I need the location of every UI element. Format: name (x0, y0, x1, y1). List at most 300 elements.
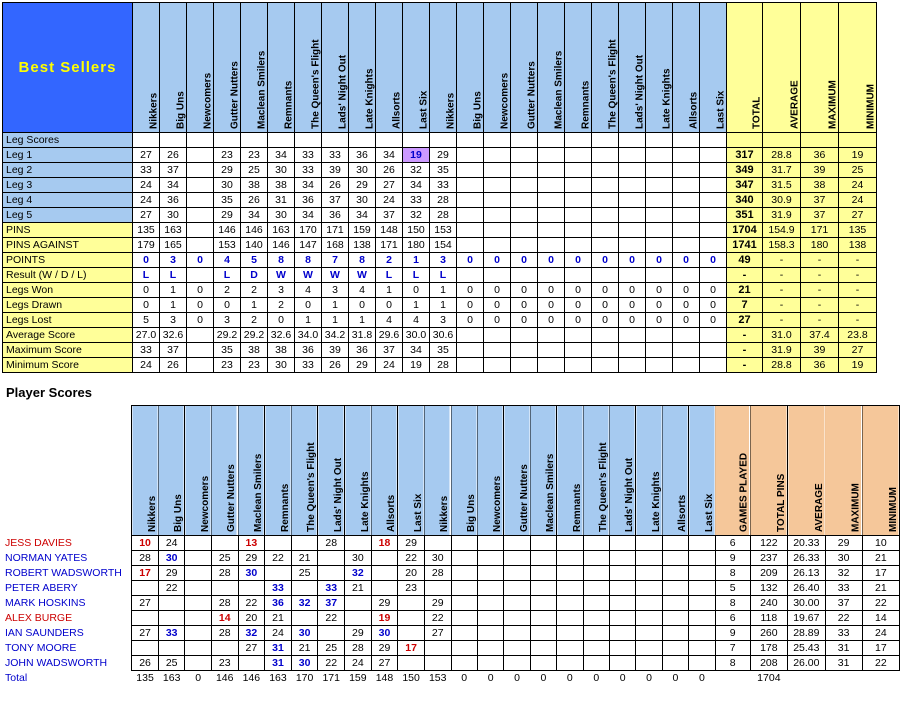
data-cell[interactable]: 33 (403, 193, 430, 208)
data-cell[interactable]: 0 (538, 283, 565, 298)
summary-cell-maximum[interactable]: - (801, 313, 839, 328)
data-cell[interactable] (565, 328, 592, 343)
player-score-cell[interactable] (398, 656, 425, 671)
data-cell[interactable]: 39 (322, 163, 349, 178)
player-score-cell[interactable] (530, 566, 556, 581)
data-cell[interactable] (700, 178, 727, 193)
data-cell[interactable] (484, 163, 511, 178)
data-cell[interactable]: 8 (268, 253, 295, 268)
player-summary-maximum[interactable]: 37 (825, 596, 862, 611)
player-score-cell[interactable] (689, 641, 715, 656)
player-score-cell[interactable] (185, 566, 211, 581)
summary-cell-minimum[interactable]: 27 (839, 208, 877, 223)
data-cell[interactable]: 1 (376, 283, 403, 298)
player-score-cell[interactable] (185, 611, 211, 626)
data-cell[interactable]: 27.0 (133, 328, 160, 343)
player-score-cell[interactable] (530, 656, 556, 671)
data-cell[interactable]: 34.2 (322, 328, 349, 343)
player-score-cell[interactable]: 32 (238, 626, 265, 641)
data-cell[interactable]: 27 (376, 178, 403, 193)
summary-cell-average[interactable]: 31.9 (763, 343, 801, 358)
player-score-cell[interactable] (689, 581, 715, 596)
empty-cell[interactable] (801, 133, 839, 148)
summary-cell-minimum[interactable]: - (839, 283, 877, 298)
player-score-cell[interactable]: 29 (158, 566, 185, 581)
player-summary-pins[interactable]: 208 (750, 656, 787, 671)
data-cell[interactable]: 30 (349, 163, 376, 178)
data-cell[interactable]: 29 (349, 178, 376, 193)
player-score-cell[interactable] (504, 656, 530, 671)
data-cell[interactable] (565, 163, 592, 178)
data-cell[interactable] (619, 343, 646, 358)
player-summary-minimum[interactable]: 22 (862, 596, 899, 611)
data-cell[interactable] (673, 343, 700, 358)
data-cell[interactable]: 0 (484, 283, 511, 298)
player-score-cell[interactable] (451, 656, 477, 671)
player-score-cell[interactable] (398, 626, 425, 641)
empty-cell[interactable] (592, 133, 619, 148)
data-cell[interactable]: 3 (160, 253, 187, 268)
data-cell[interactable]: 163 (268, 223, 295, 238)
empty-cell[interactable] (241, 133, 268, 148)
data-cell[interactable] (484, 193, 511, 208)
player-score-cell[interactable] (185, 626, 211, 641)
data-cell[interactable]: 4 (349, 283, 376, 298)
player-summary-average[interactable]: 26.33 (788, 551, 826, 566)
player-score-cell[interactable]: 24 (265, 626, 292, 641)
player-score-cell[interactable]: 19 (371, 611, 398, 626)
player-summary-average[interactable]: 25.43 (788, 641, 826, 656)
data-cell[interactable] (646, 208, 673, 223)
data-cell[interactable]: 29 (214, 163, 241, 178)
player-score-cell[interactable] (477, 596, 503, 611)
player-score-cell[interactable] (398, 596, 425, 611)
data-cell[interactable] (673, 148, 700, 163)
data-cell[interactable]: 27 (133, 208, 160, 223)
data-cell[interactable]: 2 (268, 298, 295, 313)
player-score-cell[interactable]: 33 (318, 581, 345, 596)
summary-cell-maximum[interactable]: 36 (801, 148, 839, 163)
data-cell[interactable] (511, 193, 538, 208)
player-score-cell[interactable] (662, 596, 688, 611)
data-cell[interactable]: 8 (295, 253, 322, 268)
data-cell[interactable] (457, 238, 484, 253)
player-score-cell[interactable]: 30 (291, 626, 318, 641)
player-score-cell[interactable]: 17 (398, 641, 425, 656)
player-score-cell[interactable] (477, 611, 503, 626)
player-score-cell[interactable] (451, 536, 477, 551)
empty-cell[interactable] (160, 133, 187, 148)
summary-cell-maximum[interactable]: 39 (801, 163, 839, 178)
data-cell[interactable]: W (295, 268, 322, 283)
data-cell[interactable]: 0 (646, 313, 673, 328)
data-cell[interactable]: 30 (349, 193, 376, 208)
data-cell[interactable]: 146 (214, 223, 241, 238)
player-score-cell[interactable]: 32 (291, 596, 318, 611)
data-cell[interactable]: 32 (403, 163, 430, 178)
player-score-cell[interactable] (132, 611, 159, 626)
summary-cell-minimum[interactable]: 27 (839, 343, 877, 358)
player-score-cell[interactable] (530, 611, 556, 626)
player-score-cell[interactable] (211, 536, 238, 551)
data-cell[interactable] (538, 358, 565, 373)
data-cell[interactable]: 38 (241, 178, 268, 193)
player-score-cell[interactable] (662, 626, 688, 641)
data-cell[interactable]: 1 (160, 298, 187, 313)
data-cell[interactable]: 24 (376, 358, 403, 373)
player-score-cell[interactable] (530, 641, 556, 656)
data-cell[interactable] (187, 328, 214, 343)
summary-cell-minimum[interactable]: 138 (839, 238, 877, 253)
player-score-cell[interactable] (689, 551, 715, 566)
data-cell[interactable]: 1 (430, 283, 457, 298)
player-summary-pins[interactable]: 209 (750, 566, 787, 581)
data-cell[interactable]: 0 (619, 313, 646, 328)
data-cell[interactable]: 165 (160, 238, 187, 253)
player-score-cell[interactable] (689, 656, 715, 671)
empty-cell[interactable] (322, 133, 349, 148)
data-cell[interactable] (187, 208, 214, 223)
data-cell[interactable]: 1 (349, 313, 376, 328)
data-cell[interactable]: 24 (133, 178, 160, 193)
data-cell[interactable] (646, 328, 673, 343)
data-cell[interactable] (565, 238, 592, 253)
data-cell[interactable] (700, 148, 727, 163)
data-cell[interactable]: 35 (430, 343, 457, 358)
player-score-cell[interactable] (477, 536, 503, 551)
data-cell[interactable] (511, 178, 538, 193)
data-cell[interactable]: 30 (268, 358, 295, 373)
data-cell[interactable] (457, 193, 484, 208)
player-score-cell[interactable]: 13 (238, 536, 265, 551)
player-name[interactable]: JOHN WADSWORTH (2, 656, 132, 671)
player-summary-maximum[interactable]: 29 (825, 536, 862, 551)
data-cell[interactable]: 163 (160, 223, 187, 238)
data-cell[interactable] (457, 148, 484, 163)
data-cell[interactable]: 0 (673, 313, 700, 328)
player-score-cell[interactable]: 36 (265, 596, 292, 611)
summary-cell-minimum[interactable]: 25 (839, 163, 877, 178)
data-cell[interactable] (592, 358, 619, 373)
data-cell[interactable]: 3 (268, 283, 295, 298)
player-score-cell[interactable] (477, 566, 503, 581)
player-score-cell[interactable] (609, 611, 635, 626)
empty-cell[interactable] (214, 133, 241, 148)
data-cell[interactable] (646, 358, 673, 373)
data-cell[interactable]: 29 (430, 148, 457, 163)
player-score-cell[interactable] (451, 566, 477, 581)
player-score-cell[interactable]: 29 (424, 596, 451, 611)
data-cell[interactable] (619, 238, 646, 253)
data-cell[interactable]: 39 (322, 343, 349, 358)
player-summary-average[interactable]: 20.33 (788, 536, 826, 551)
player-score-cell[interactable]: 28 (318, 536, 345, 551)
data-cell[interactable]: 37 (160, 343, 187, 358)
data-cell[interactable] (619, 268, 646, 283)
data-cell[interactable]: 33 (430, 178, 457, 193)
data-cell[interactable]: W (322, 268, 349, 283)
player-name[interactable]: TONY MOORE (2, 641, 132, 656)
summary-cell-total[interactable]: 1741 (727, 238, 763, 253)
player-summary-pins[interactable]: 260 (750, 626, 787, 641)
data-cell[interactable] (457, 328, 484, 343)
data-cell[interactable]: 27 (133, 148, 160, 163)
player-score-cell[interactable] (689, 596, 715, 611)
player-score-cell[interactable] (477, 551, 503, 566)
data-cell[interactable]: 35 (214, 343, 241, 358)
empty-cell[interactable] (430, 133, 457, 148)
player-score-cell[interactable] (609, 596, 635, 611)
summary-cell-total[interactable]: 340 (727, 193, 763, 208)
data-cell[interactable]: 150 (403, 223, 430, 238)
player-score-cell[interactable] (557, 611, 583, 626)
data-cell[interactable]: 28 (430, 193, 457, 208)
player-name[interactable]: ALEX BURGE (2, 611, 132, 626)
data-cell[interactable]: 23 (214, 358, 241, 373)
data-cell[interactable]: 30 (160, 208, 187, 223)
player-score-cell[interactable] (424, 641, 451, 656)
player-summary-pins[interactable]: 237 (750, 551, 787, 566)
data-cell[interactable]: 1 (160, 283, 187, 298)
data-cell[interactable]: 31 (268, 193, 295, 208)
player-score-cell[interactable]: 27 (238, 641, 265, 656)
summary-cell-minimum[interactable]: - (839, 253, 877, 268)
data-cell[interactable] (538, 163, 565, 178)
player-score-cell[interactable]: 21 (291, 641, 318, 656)
player-summary-games[interactable]: 6 (715, 611, 750, 626)
player-score-cell[interactable] (583, 566, 609, 581)
data-cell[interactable] (619, 223, 646, 238)
data-cell[interactable]: 0 (565, 313, 592, 328)
data-cell[interactable]: 34 (295, 208, 322, 223)
summary-cell-average[interactable]: 30.9 (763, 193, 801, 208)
summary-cell-maximum[interactable]: 36 (801, 358, 839, 373)
data-cell[interactable] (187, 358, 214, 373)
summary-cell-minimum[interactable]: 19 (839, 358, 877, 373)
data-cell[interactable]: 34 (403, 178, 430, 193)
data-cell[interactable] (484, 358, 511, 373)
summary-cell-average[interactable]: - (763, 283, 801, 298)
player-score-cell[interactable] (424, 656, 451, 671)
data-cell[interactable] (673, 208, 700, 223)
data-cell[interactable] (511, 343, 538, 358)
data-cell[interactable]: 24 (133, 358, 160, 373)
data-cell[interactable] (565, 268, 592, 283)
player-score-cell[interactable]: 30 (291, 656, 318, 671)
player-score-cell[interactable] (557, 626, 583, 641)
player-score-cell[interactable] (185, 551, 211, 566)
data-cell[interactable]: 171 (376, 238, 403, 253)
data-cell[interactable] (673, 163, 700, 178)
summary-cell-minimum[interactable]: 19 (839, 148, 877, 163)
data-cell[interactable]: 135 (133, 223, 160, 238)
data-cell[interactable] (187, 238, 214, 253)
data-cell[interactable] (565, 358, 592, 373)
data-cell[interactable]: 37 (160, 163, 187, 178)
data-cell[interactable] (538, 343, 565, 358)
data-cell[interactable] (511, 268, 538, 283)
player-score-cell[interactable]: 28 (132, 551, 159, 566)
data-cell[interactable] (187, 178, 214, 193)
data-cell[interactable] (673, 223, 700, 238)
player-score-cell[interactable] (477, 656, 503, 671)
data-cell[interactable] (511, 328, 538, 343)
data-cell[interactable]: 1 (322, 298, 349, 313)
player-summary-games[interactable]: 5 (715, 581, 750, 596)
data-cell[interactable]: 0 (700, 253, 727, 268)
data-cell[interactable]: 2 (376, 253, 403, 268)
data-cell[interactable]: W (349, 268, 376, 283)
data-cell[interactable] (700, 163, 727, 178)
data-cell[interactable]: 38 (241, 343, 268, 358)
player-score-cell[interactable] (318, 566, 345, 581)
summary-cell-maximum[interactable]: - (801, 268, 839, 283)
player-score-cell[interactable] (371, 581, 398, 596)
data-cell[interactable]: 0 (565, 253, 592, 268)
player-score-cell[interactable]: 25 (291, 566, 318, 581)
data-cell[interactable] (511, 223, 538, 238)
player-score-cell[interactable] (185, 596, 211, 611)
data-cell[interactable] (457, 268, 484, 283)
player-score-cell[interactable]: 23 (398, 581, 425, 596)
player-score-cell[interactable]: 29 (238, 551, 265, 566)
summary-cell-total[interactable]: 27 (727, 313, 763, 328)
data-cell[interactable]: W (268, 268, 295, 283)
player-summary-maximum[interactable]: 33 (825, 626, 862, 641)
data-cell[interactable]: 0 (619, 253, 646, 268)
summary-cell-total[interactable]: 1704 (727, 223, 763, 238)
summary-cell-total[interactable]: 317 (727, 148, 763, 163)
empty-cell[interactable] (565, 133, 592, 148)
data-cell[interactable] (187, 148, 214, 163)
player-score-cell[interactable] (583, 581, 609, 596)
data-cell[interactable]: 0 (646, 253, 673, 268)
data-cell[interactable] (538, 238, 565, 253)
summary-cell-maximum[interactable]: 37.4 (801, 328, 839, 343)
data-cell[interactable]: 29.2 (214, 328, 241, 343)
summary-cell-average[interactable]: 31.7 (763, 163, 801, 178)
summary-cell-maximum[interactable]: 37 (801, 208, 839, 223)
player-summary-average[interactable]: 26.00 (788, 656, 826, 671)
player-score-cell[interactable]: 10 (132, 536, 159, 551)
player-summary-average[interactable]: 30.00 (788, 596, 826, 611)
data-cell[interactable] (457, 343, 484, 358)
data-cell[interactable] (565, 208, 592, 223)
summary-cell-maximum[interactable]: 38 (801, 178, 839, 193)
player-summary-games[interactable]: 9 (715, 551, 750, 566)
player-name[interactable]: NORMAN YATES (2, 551, 132, 566)
summary-cell-minimum[interactable]: 135 (839, 223, 877, 238)
data-cell[interactable] (619, 208, 646, 223)
empty-cell[interactable] (295, 133, 322, 148)
summary-cell-total[interactable]: - (727, 268, 763, 283)
data-cell[interactable] (592, 178, 619, 193)
summary-cell-maximum[interactable]: 171 (801, 223, 839, 238)
data-cell[interactable]: 0 (295, 298, 322, 313)
empty-cell[interactable] (268, 133, 295, 148)
player-score-cell[interactable] (583, 551, 609, 566)
data-cell[interactable] (187, 193, 214, 208)
player-score-cell[interactable] (636, 641, 662, 656)
data-cell[interactable]: 0 (349, 298, 376, 313)
data-cell[interactable]: 26 (376, 163, 403, 178)
player-summary-pins[interactable]: 132 (750, 581, 787, 596)
summary-cell-minimum[interactable]: 24 (839, 178, 877, 193)
player-summary-minimum[interactable]: 14 (862, 611, 899, 626)
data-cell[interactable]: 0 (619, 283, 646, 298)
empty-cell[interactable] (376, 133, 403, 148)
player-score-cell[interactable] (662, 551, 688, 566)
player-summary-minimum[interactable]: 21 (862, 581, 899, 596)
data-cell[interactable] (700, 208, 727, 223)
data-cell[interactable] (592, 223, 619, 238)
player-score-cell[interactable] (451, 551, 477, 566)
data-cell[interactable]: 37 (322, 193, 349, 208)
data-cell[interactable] (646, 343, 673, 358)
data-cell[interactable]: 26 (241, 193, 268, 208)
player-summary-games[interactable]: 6 (715, 536, 750, 551)
data-cell[interactable]: 32.6 (268, 328, 295, 343)
data-cell[interactable]: 0 (457, 313, 484, 328)
player-score-cell[interactable] (477, 626, 503, 641)
data-cell[interactable]: L (214, 268, 241, 283)
player-summary-average[interactable]: 28.89 (788, 626, 826, 641)
data-cell[interactable] (511, 358, 538, 373)
player-score-cell[interactable] (451, 641, 477, 656)
data-cell[interactable] (592, 328, 619, 343)
player-score-cell[interactable] (530, 551, 556, 566)
data-cell[interactable]: 0 (673, 283, 700, 298)
data-cell[interactable]: 0 (187, 298, 214, 313)
data-cell[interactable]: 3 (214, 313, 241, 328)
data-cell[interactable]: 25 (241, 163, 268, 178)
data-cell[interactable] (511, 148, 538, 163)
data-cell[interactable]: 1 (322, 313, 349, 328)
data-cell[interactable]: 153 (214, 238, 241, 253)
data-cell[interactable]: 147 (295, 238, 322, 253)
data-cell[interactable] (538, 208, 565, 223)
summary-cell-average[interactable]: 31.0 (763, 328, 801, 343)
player-summary-games[interactable]: 8 (715, 566, 750, 581)
player-score-cell[interactable] (636, 596, 662, 611)
data-cell[interactable]: 0 (187, 253, 214, 268)
data-cell[interactable]: L (403, 268, 430, 283)
player-score-cell[interactable]: 29 (398, 536, 425, 551)
data-cell[interactable]: 1 (430, 298, 457, 313)
data-cell[interactable]: 0 (511, 298, 538, 313)
player-score-cell[interactable] (211, 641, 238, 656)
summary-cell-total[interactable]: 49 (727, 253, 763, 268)
data-cell[interactable] (511, 208, 538, 223)
data-cell[interactable]: 0 (187, 283, 214, 298)
data-cell[interactable]: 24 (376, 193, 403, 208)
player-score-cell[interactable] (238, 581, 265, 596)
player-score-cell[interactable]: 22 (398, 551, 425, 566)
player-score-cell[interactable]: 21 (291, 551, 318, 566)
data-cell[interactable]: 36 (349, 343, 376, 358)
data-cell[interactable] (592, 193, 619, 208)
data-cell[interactable] (592, 208, 619, 223)
player-score-cell[interactable] (609, 641, 635, 656)
data-cell[interactable]: 33 (133, 343, 160, 358)
data-cell[interactable]: 3 (322, 283, 349, 298)
empty-cell[interactable] (763, 133, 801, 148)
player-summary-games[interactable]: 9 (715, 626, 750, 641)
data-cell[interactable]: 0 (619, 298, 646, 313)
player-score-cell[interactable] (636, 656, 662, 671)
player-score-cell[interactable] (662, 656, 688, 671)
empty-cell[interactable] (133, 133, 160, 148)
